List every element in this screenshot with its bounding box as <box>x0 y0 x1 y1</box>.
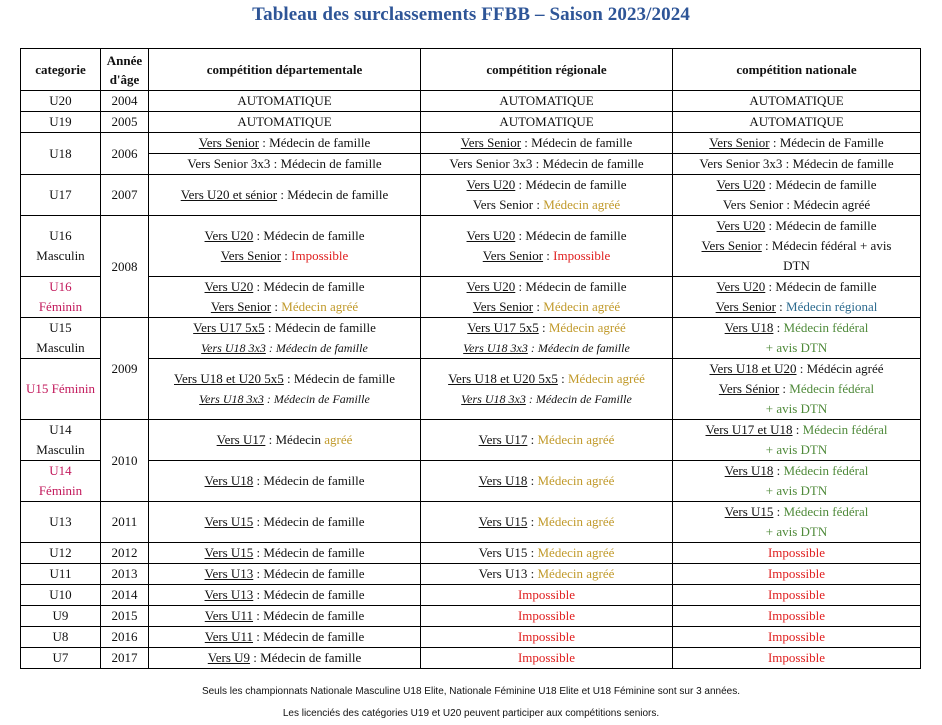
cell-nationale: Impossible <box>673 648 921 669</box>
avis-dtn-text: + avis DTN <box>765 401 828 416</box>
avis-dtn-text: + avis DTN <box>765 442 828 457</box>
cell-text: : Médecin de famille <box>515 279 627 294</box>
cell-text: : Médecin de famille <box>253 473 365 488</box>
cell-nationale <box>673 318 921 359</box>
cell-line <box>151 226 418 246</box>
cell-line <box>675 420 918 440</box>
cell-annee: 2014 <box>101 585 149 606</box>
table-row <box>21 277 921 318</box>
cell-categorie <box>21 216 101 277</box>
cell-categorie: U18 <box>21 133 101 175</box>
impossible-text: Impossible <box>553 248 611 263</box>
cell-categorie: U7 <box>21 648 101 669</box>
table-row <box>21 318 921 359</box>
link-text: Vers U17 5x5 <box>193 320 265 335</box>
cell-regionale: Impossible <box>421 627 673 648</box>
cell-regionale <box>421 461 673 502</box>
link-text: Vers U17 et U18 <box>705 422 793 437</box>
table-row <box>21 543 921 564</box>
link-text: Vers Senior <box>198 135 260 150</box>
cell-line <box>675 502 918 522</box>
cell-categorie: U9 <box>21 606 101 627</box>
cell-departementale <box>149 318 421 359</box>
cell-regionale: Impossible <box>421 585 673 606</box>
cell-nationale <box>673 133 921 154</box>
cell-departementale <box>149 585 421 606</box>
medecin-agree-text: Médecin agréé <box>537 432 615 447</box>
cell-text: Vers U15 : <box>478 545 538 560</box>
cell-departementale <box>149 420 421 461</box>
cell-text: : Médecin de Famille <box>525 392 632 406</box>
cell-categorie: U11 <box>21 564 101 585</box>
cell-text: : Médecin de famille <box>515 177 627 192</box>
impossible-text: Impossible <box>291 248 349 263</box>
table-row <box>21 648 921 669</box>
cell-departementale <box>149 461 421 502</box>
table-row <box>21 627 921 648</box>
cell-line <box>675 461 918 481</box>
cell-categorie: U13 <box>21 502 101 543</box>
cell-nationale: Vers Senior 3x3 : Médecin de famille <box>673 154 921 175</box>
link-text: Vers U20 et sénior <box>180 187 278 202</box>
cell-regionale <box>421 359 673 420</box>
cell-text: Vers U13 : <box>478 566 538 581</box>
table-row <box>21 585 921 606</box>
cell-line <box>675 216 918 236</box>
cell-categorie: U17 <box>21 175 101 216</box>
cell-text: : <box>779 381 790 396</box>
medecin-regional-text: Médecin régional <box>786 299 878 314</box>
cell-text: : Médecin de famille <box>253 608 365 623</box>
cell-departementale <box>149 277 421 318</box>
cell-departementale: Vers Senior 3x3 : Médecin de famille <box>149 154 421 175</box>
cell-text: : Médecin de famille <box>765 218 877 233</box>
cell-departementale <box>149 133 421 154</box>
link-text: Vers Senior <box>482 248 544 263</box>
link-text: Vers U18 <box>724 463 774 478</box>
link-text: Vers U18 3x3 <box>463 341 528 355</box>
cell-departementale <box>149 606 421 627</box>
cell-annee: 2013 <box>101 564 149 585</box>
cell-line: Vers Senior : Médecin agréé <box>722 197 871 212</box>
cell-text: : Médecin de famille <box>253 279 365 294</box>
cell-departementale <box>149 502 421 543</box>
medecin-federal-text: Médecin fédéral <box>783 320 869 335</box>
link-text: Vers U13 <box>204 566 254 581</box>
cell-text: : Médecin de famille <box>253 587 365 602</box>
medecin-federal-text: Médecin fédéral <box>802 422 888 437</box>
link-text: Vers U20 <box>204 228 254 243</box>
cell-text: : Médecin de famille <box>264 320 376 335</box>
cell-text: : <box>773 463 784 478</box>
avis-dtn-text: + avis DTN <box>765 483 828 498</box>
cell-regionale <box>421 564 673 585</box>
cell-line: U15 <box>49 320 72 335</box>
cell-line: Féminin <box>38 483 83 498</box>
cell-text: : Médecin de famille <box>515 228 627 243</box>
medecin-agree-text: agréé <box>324 432 353 447</box>
cell-text: : <box>281 248 292 263</box>
header-annee-line2: d'âge <box>109 71 140 87</box>
table-row <box>21 461 921 502</box>
header-annee-line1: Année <box>106 52 143 68</box>
link-text: Vers U15 <box>204 545 254 560</box>
cell-nationale <box>673 461 921 502</box>
table-row <box>21 564 921 585</box>
cell-text: : <box>533 299 544 314</box>
cell-line <box>151 297 418 317</box>
cell-text: : Médecin de famille <box>253 545 365 560</box>
footnote-1: Seuls les championnats Nationale Masculine U18 Elite, Nationale Féminine U18 Elite et U18 Féminine sont sur 3 années. <box>201 686 741 697</box>
cell-regionale <box>421 277 673 318</box>
cell-line: U14 <box>49 422 72 437</box>
cell-text: : Médecin de famille <box>765 177 877 192</box>
cell-text: : <box>527 514 538 529</box>
cell-line <box>423 389 670 409</box>
link-text: Vers U20 <box>466 279 516 294</box>
cell-departementale <box>149 648 421 669</box>
cell-annee: 2012 <box>101 543 149 564</box>
table-row <box>21 606 921 627</box>
table-row <box>21 112 921 133</box>
link-text: Vers U20 <box>466 177 516 192</box>
link-text: Vers U9 <box>207 650 251 665</box>
link-text: Vers U15 <box>724 504 774 519</box>
link-text: Vers U20 <box>716 218 766 233</box>
medecin-federal-text: Médecin fédéral <box>789 381 875 396</box>
avis-dtn-text: + avis DTN <box>765 524 828 539</box>
cell-categorie <box>21 420 101 461</box>
table-row <box>21 175 921 216</box>
cell-annee: 2005 <box>101 112 149 133</box>
cell-categorie: U10 <box>21 585 101 606</box>
link-text: Vers U18 <box>204 473 254 488</box>
cell-nationale <box>673 175 921 216</box>
link-text: Vers Senior <box>460 135 522 150</box>
cell-departementale: AUTOMATIQUE <box>149 112 421 133</box>
cell-line: Féminin <box>38 299 83 314</box>
footnote-2: Les licenciés des catégories U19 et U20 peuvent participer aux compétitions seniors. <box>282 708 660 719</box>
cell-text: : Médecin de famille <box>283 371 395 386</box>
link-text: Vers U18 <box>724 320 774 335</box>
cell-text: : Médecin de famille <box>253 566 365 581</box>
cell-line <box>675 359 918 379</box>
cell-nationale <box>673 359 921 420</box>
table-row <box>21 216 921 277</box>
cell-nationale <box>673 277 921 318</box>
cell-line <box>151 338 418 358</box>
cell-text: : <box>792 422 803 437</box>
table-row <box>21 502 921 543</box>
cell-line <box>151 369 418 389</box>
cell-text: : Médecin de famille <box>265 341 368 355</box>
cell-departementale <box>149 627 421 648</box>
cell-regionale: Impossible <box>421 648 673 669</box>
cell-annee: 2004 <box>101 91 149 112</box>
cell-line <box>423 318 670 338</box>
cell-nationale: Impossible <box>673 585 921 606</box>
cell-annee: 2009 <box>101 318 149 420</box>
cell-text: : Médecin de famille <box>253 228 365 243</box>
link-text: Vers U18 et U20 <box>709 361 797 376</box>
cell-categorie: U19 <box>21 112 101 133</box>
cell-nationale <box>673 502 921 543</box>
cell-line <box>675 297 918 317</box>
link-text: Vers U18 3x3 <box>201 341 266 355</box>
cell-text: : <box>271 299 282 314</box>
cell-line <box>151 318 418 338</box>
cell-line <box>675 277 918 297</box>
avis-dtn-text: + avis DTN <box>765 340 828 355</box>
cell-text: : Médecin de famille <box>250 650 362 665</box>
link-text: Vers U11 <box>204 629 254 644</box>
cell-text: : Médecin de famille <box>277 187 389 202</box>
cell-nationale: Impossible <box>673 627 921 648</box>
cell-annee: 2017 <box>101 648 149 669</box>
medecin-agree-text: Médecin agréé <box>548 320 626 335</box>
cell-line: U16 <box>49 279 72 294</box>
medecin-agree-text: Médecin agréé <box>543 299 621 314</box>
cell-nationale: Impossible <box>673 564 921 585</box>
cell-categorie: U8 <box>21 627 101 648</box>
link-text: Vers U18 3x3 <box>199 392 264 406</box>
cell-line: U16 <box>49 228 72 243</box>
cell-text: : Médecin de Famille <box>263 392 370 406</box>
cell-nationale: Impossible <box>673 606 921 627</box>
cell-line <box>675 318 918 338</box>
cell-annee: 2006 <box>101 133 149 175</box>
link-text: Vers U11 <box>204 608 254 623</box>
cell-departementale <box>149 359 421 420</box>
cell-annee: 2008 <box>101 216 149 318</box>
cell-line: DTN <box>783 258 810 273</box>
cell-line <box>151 246 418 266</box>
link-text: Vers Senior <box>701 238 762 253</box>
link-text: Vers U18 et U20 5x5 <box>174 371 284 386</box>
cell-regionale <box>421 318 673 359</box>
surclassement-table <box>20 48 921 669</box>
table-row <box>21 420 921 461</box>
medecin-agree-text: Médecin agréé <box>537 473 615 488</box>
cell-categorie <box>21 277 101 318</box>
cell-line <box>423 246 670 266</box>
cell-regionale: AUTOMATIQUE <box>421 112 673 133</box>
cell-regionale: Vers Senior 3x3 : Médecin de famille <box>421 154 673 175</box>
medecin-agree-text: Médecin agréé <box>568 371 645 386</box>
cell-line <box>423 369 670 389</box>
link-text: Vers Senior <box>472 299 534 314</box>
medecin-federal-text: Médecin fédéral <box>783 504 869 519</box>
cell-line <box>423 277 670 297</box>
cell-categorie: U20 <box>21 91 101 112</box>
cell-departementale <box>149 543 421 564</box>
link-text: Vers U18 <box>478 473 528 488</box>
cell-line: Masculin <box>36 340 85 355</box>
cell-text: : <box>527 473 538 488</box>
cell-text: : <box>538 320 549 335</box>
link-text: Vers Senior <box>220 248 282 263</box>
cell-nationale: AUTOMATIQUE <box>673 91 921 112</box>
page-title: Tableau des surclassements FFBB – Saison 2023/2024 <box>252 4 690 25</box>
link-text: Vers U18 et U20 5x5 <box>448 371 558 386</box>
header-departementale: compétition départementale <box>149 49 421 91</box>
cell-regionale: Impossible <box>421 606 673 627</box>
cell-departementale <box>149 216 421 277</box>
cell-text: : Médecin de famille <box>765 279 877 294</box>
cell-regionale <box>421 543 673 564</box>
cell-annee: 2007 <box>101 175 149 216</box>
link-text: Vers U15 <box>478 514 528 529</box>
table-row <box>21 91 921 112</box>
medecin-agree-text: Médecin agréé <box>281 299 359 314</box>
link-text: Vers U15 <box>204 514 254 529</box>
cell-line <box>423 297 670 317</box>
table-row <box>21 359 921 420</box>
cell-departementale <box>149 175 421 216</box>
link-text: Vers U20 <box>466 228 516 243</box>
cell-text: : <box>775 299 787 314</box>
medecin-agree-text: Médecin agréé <box>543 197 621 212</box>
link-text: Vers U17 5x5 <box>467 320 539 335</box>
medecin-agree-text: Médecin agréé <box>537 566 615 581</box>
cell-text: : Médecin fédéral + avis <box>761 238 892 253</box>
cell-line <box>675 175 918 195</box>
cell-nationale: Impossible <box>673 543 921 564</box>
cell-regionale <box>421 420 673 461</box>
link-text: Vers U20 <box>204 279 254 294</box>
cell-categorie: U15 Féminin <box>21 359 101 420</box>
cell-line <box>423 175 670 195</box>
link-text: Vers U20 <box>716 279 766 294</box>
link-text: Vers U20 <box>716 177 766 192</box>
cell-categorie: U12 <box>21 543 101 564</box>
table-row <box>21 133 921 154</box>
cell-text: : <box>527 432 538 447</box>
cell-text: Vers Senior : <box>472 197 544 212</box>
table-row <box>21 154 921 175</box>
link-text: Vers Senior <box>715 299 776 314</box>
link-text: Vers Sénior <box>718 381 780 396</box>
cell-line: Masculin <box>36 248 85 263</box>
table-header-row <box>21 49 921 91</box>
link-text: Vers U18 3x3 <box>461 392 526 406</box>
cell-line <box>151 389 418 409</box>
cell-annee: 2010 <box>101 420 149 502</box>
medecin-agree-text: Médecin agréé <box>537 545 615 560</box>
cell-text: : <box>773 320 784 335</box>
link-text: Vers U17 <box>216 432 266 447</box>
link-text: Vers Senior <box>210 299 272 314</box>
cell-text: : <box>557 371 568 386</box>
cell-text: : Médecin de famille <box>253 514 365 529</box>
cell-annee: 2015 <box>101 606 149 627</box>
cell-departementale: AUTOMATIQUE <box>149 91 421 112</box>
cell-text: : Médecin de famille <box>521 135 633 150</box>
cell-regionale <box>421 133 673 154</box>
cell-line <box>675 236 918 256</box>
cell-regionale: AUTOMATIQUE <box>421 91 673 112</box>
cell-categorie <box>21 461 101 502</box>
cell-text: : Médecin <box>265 432 325 447</box>
cell-line: U14 <box>49 463 72 478</box>
header-categorie: categorie <box>21 49 101 91</box>
cell-regionale <box>421 175 673 216</box>
cell-nationale <box>673 216 921 277</box>
header-nationale: compétition nationale <box>673 49 921 91</box>
cell-text: : <box>773 504 784 519</box>
link-text: Vers U17 <box>478 432 528 447</box>
cell-text: : Médecin de Famille <box>769 135 884 150</box>
cell-regionale <box>421 216 673 277</box>
link-text: Vers Senior <box>709 135 770 150</box>
cell-text: : Médécin agréé <box>796 361 884 376</box>
cell-line <box>151 277 418 297</box>
cell-text: : Médecin de famille <box>527 341 630 355</box>
cell-regionale <box>421 502 673 543</box>
cell-line: Masculin <box>36 442 85 457</box>
medecin-agree-text: Médecin agréé <box>537 514 615 529</box>
cell-line <box>423 226 670 246</box>
cell-annee: 2016 <box>101 627 149 648</box>
cell-line <box>675 379 918 399</box>
cell-text: : Médecin de famille <box>259 135 371 150</box>
cell-nationale <box>673 420 921 461</box>
cell-text: : Médecin de famille <box>253 629 365 644</box>
medecin-federal-text: Médecin fédéral <box>783 463 869 478</box>
cell-text: : <box>543 248 554 263</box>
cell-departementale <box>149 564 421 585</box>
header-annee <box>101 49 149 91</box>
cell-nationale: AUTOMATIQUE <box>673 112 921 133</box>
header-regionale: compétition régionale <box>421 49 673 91</box>
cell-line <box>423 338 670 358</box>
cell-annee: 2011 <box>101 502 149 543</box>
cell-line <box>423 195 670 215</box>
cell-categorie <box>21 318 101 359</box>
link-text: Vers U13 <box>204 587 254 602</box>
